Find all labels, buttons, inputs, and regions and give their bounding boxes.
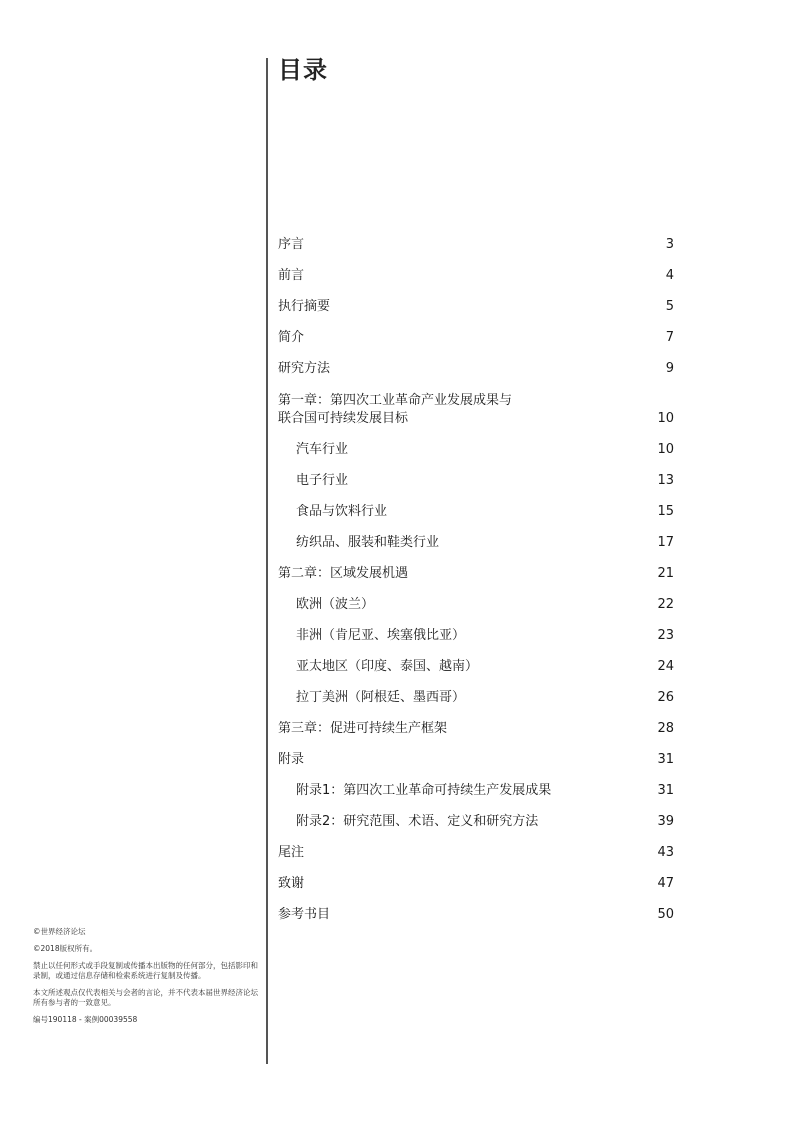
toc-list (278, 229, 674, 930)
toc-entry-label: 致谢 (278, 876, 305, 891)
toc-title: 目录 (278, 56, 328, 84)
toc-entry-label: 第三章：促进可持续生产框架 (278, 721, 448, 736)
toc-entry[interactable] (278, 682, 674, 713)
toc-entry-label: 电子行业 (296, 473, 349, 488)
toc-entry-page: 13 (657, 473, 674, 488)
toc-entry-page: 28 (657, 721, 674, 736)
toc-entry-label: 尾注 (278, 845, 305, 860)
toc-entry-label: 研究方法 (278, 361, 331, 376)
toc-entry-page: 43 (657, 845, 674, 860)
toc-entry-page: 23 (657, 628, 674, 643)
toc-entry-label: 第二章：区域发展机遇 (278, 566, 409, 581)
toc-entry[interactable] (278, 713, 674, 744)
toc-entry-page: 22 (657, 597, 674, 612)
toc-entry-label: 纺织品、服装和鞋类行业 (296, 535, 440, 550)
toc-entry-label: 执行摘要 (278, 299, 331, 314)
toc-entry-label: 附录1：第四次工业革命可持续生产发展成果 (296, 783, 552, 798)
toc-entry-label: 欧洲（波兰） (296, 597, 375, 612)
toc-entry[interactable] (278, 775, 674, 806)
toc-entry-label: 附录 (278, 752, 305, 767)
toc-entry[interactable] (278, 899, 674, 930)
toc-entry[interactable] (278, 527, 674, 558)
reference-number: 编号190118 - 案例00039558 (33, 1015, 138, 1024)
toc-entry-page: 50 (657, 907, 674, 922)
legal-notice (33, 927, 261, 1032)
toc-entry-label: 拉丁美洲（阿根廷、墨西哥） (296, 690, 466, 705)
toc-entry-label: 第一章：第四次工业革命产业发展成果与 联合国可持续发展目标 (278, 393, 513, 426)
toc-entry-page: 31 (657, 752, 674, 767)
reproduction-notice: 禁止以任何形式或手段复制或传播本出版物的任何部分，包括影印和录制，或通过信息存储和检索系统进行复制及传播。 (33, 961, 258, 980)
toc-entry[interactable] (278, 868, 674, 899)
toc-entry-page: 10 (657, 442, 674, 457)
toc-entry-page: 21 (657, 566, 674, 581)
toc-entry[interactable] (278, 589, 674, 620)
toc-entry[interactable] (278, 806, 674, 837)
toc-entry-page: 5 (665, 299, 674, 314)
rights-line: ©2018版权所有。 (33, 944, 98, 953)
toc-entry-page: 26 (657, 690, 674, 705)
toc-entry-page: 39 (657, 814, 674, 829)
toc-entry-page: 17 (657, 535, 674, 550)
toc-entry[interactable] (278, 229, 674, 260)
toc-entry-label: 非洲（肯尼亚、埃塞俄比亚） (296, 628, 466, 643)
toc-entry-label: 简介 (278, 330, 305, 345)
toc-entry-page: 7 (665, 330, 674, 345)
toc-entry-label: 参考书目 (278, 907, 331, 922)
toc-entry[interactable] (278, 434, 674, 465)
toc-entry-page: 4 (665, 268, 674, 283)
toc-entry-page: 24 (657, 659, 674, 674)
toc-entry-label: 附录2：研究范围、术语、定义和研究方法 (296, 814, 539, 829)
toc-entry-page: 31 (657, 783, 674, 798)
toc-entry-page: 10 (657, 411, 674, 426)
toc-entry-page: 15 (657, 504, 674, 519)
toc-entry[interactable] (278, 744, 674, 775)
disclaimer-notice: 本文所述观点仅代表相关与会者的言论，并不代表本届世界经济论坛所有参与者的一致意见。 (33, 988, 258, 1007)
toc-entry[interactable] (278, 465, 674, 496)
toc-entry[interactable] (278, 384, 674, 434)
toc-entry-page: 3 (665, 237, 674, 252)
toc-entry-label: 序言 (278, 237, 305, 252)
toc-entry[interactable] (278, 651, 674, 682)
copyright-line: ©世界经济论坛 (33, 927, 86, 936)
toc-entry[interactable] (278, 620, 674, 651)
toc-entry-page: 9 (665, 361, 674, 376)
toc-entry-label: 亚太地区（印度、泰国、越南） (296, 659, 479, 674)
toc-entry[interactable] (278, 322, 674, 353)
toc-entry[interactable] (278, 496, 674, 527)
vertical-divider (266, 58, 268, 1064)
toc-entry[interactable] (278, 291, 674, 322)
toc-entry-page: 47 (657, 876, 674, 891)
toc-entry-label: 食品与饮料行业 (296, 504, 388, 519)
toc-entry-label: 汽车行业 (296, 442, 349, 457)
toc-entry[interactable] (278, 837, 674, 868)
toc-entry-label: 前言 (278, 268, 305, 283)
toc-entry[interactable] (278, 353, 674, 384)
toc-entry[interactable] (278, 260, 674, 291)
toc-entry[interactable] (278, 558, 674, 589)
